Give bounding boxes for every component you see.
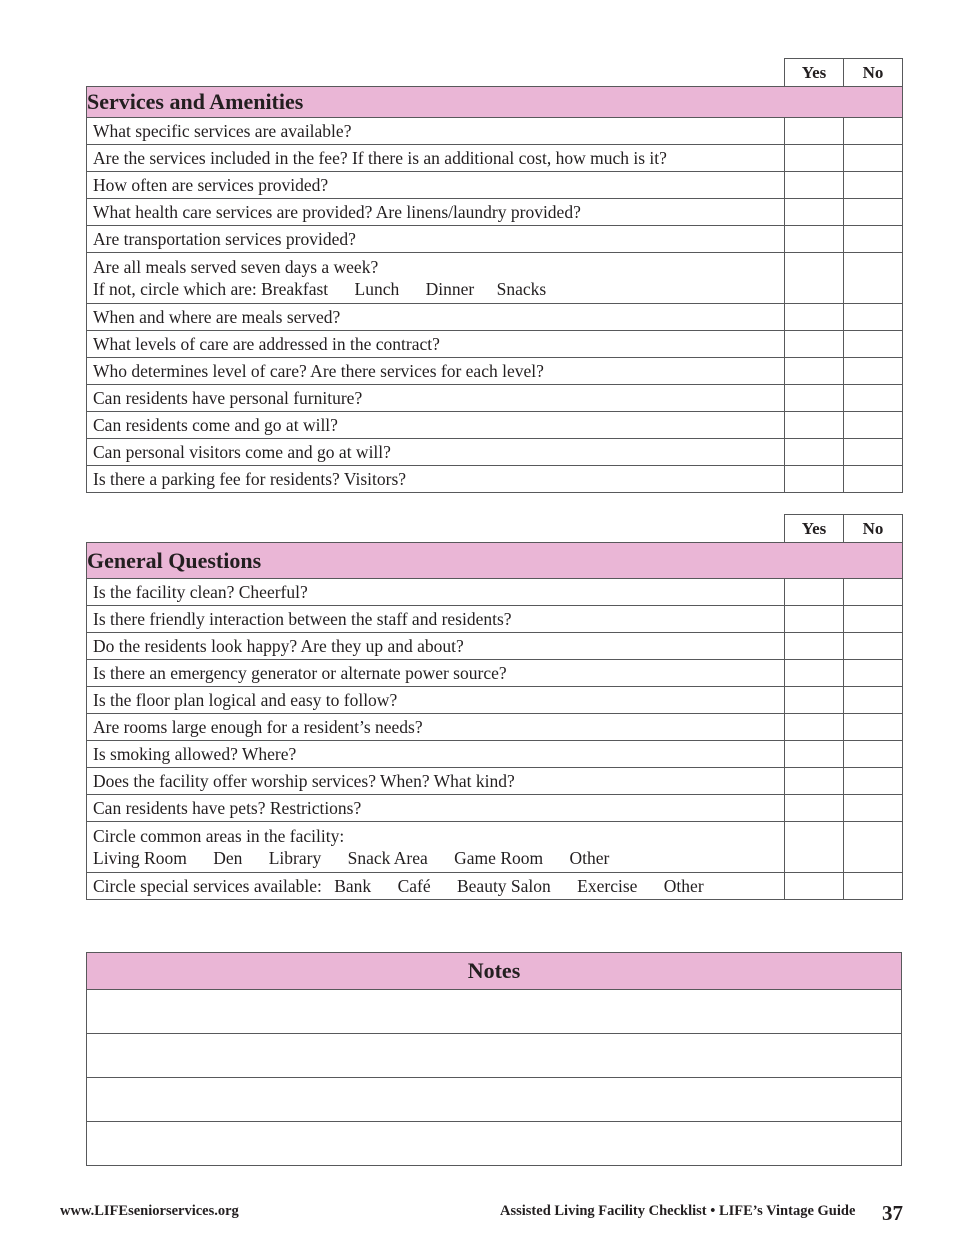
yes-checkbox[interactable] bbox=[785, 466, 844, 493]
question-text: Is there an emergency generator or alternate power source? bbox=[87, 660, 785, 687]
yes-checkbox[interactable] bbox=[785, 579, 844, 606]
table-row bbox=[87, 331, 903, 358]
question-text: Is there a parking fee for residents? Visitors? bbox=[87, 466, 785, 493]
meals-question: Are all meals served seven days a week? If not, circle which are: Breakfast Lunch Dinner Snacks bbox=[87, 253, 785, 304]
yes-checkbox[interactable] bbox=[785, 822, 844, 873]
general-yes-no-header bbox=[87, 515, 903, 543]
meal-option[interactable]: Dinner bbox=[425, 279, 475, 299]
notes-line[interactable] bbox=[86, 1122, 902, 1166]
yes-checkbox[interactable] bbox=[785, 768, 844, 795]
services-table bbox=[86, 58, 903, 493]
service-option[interactable]: Beauty Salon bbox=[456, 876, 551, 896]
table-row bbox=[87, 768, 903, 795]
yes-checkbox[interactable] bbox=[785, 795, 844, 822]
question-text: Can residents come and go at will? bbox=[87, 412, 785, 439]
yes-checkbox[interactable] bbox=[785, 873, 844, 900]
yes-checkbox[interactable] bbox=[785, 439, 844, 466]
table-row bbox=[87, 741, 903, 768]
yes-checkbox[interactable] bbox=[785, 633, 844, 660]
general-title: General Questions bbox=[87, 543, 903, 579]
question-text: What levels of care are addressed in the contract? bbox=[87, 331, 785, 358]
no-checkbox[interactable] bbox=[844, 873, 903, 900]
no-checkbox[interactable] bbox=[844, 304, 903, 331]
no-checkbox[interactable] bbox=[844, 741, 903, 768]
table-row bbox=[87, 253, 903, 304]
question-text: Is smoking allowed? Where? bbox=[87, 741, 785, 768]
common-areas-question: Circle common areas in the facility: Living Room Den Library Snack Area Game Room Other bbox=[87, 822, 785, 873]
area-option[interactable]: Library bbox=[268, 848, 322, 868]
area-option[interactable]: Game Room bbox=[454, 848, 544, 868]
table-row bbox=[87, 633, 903, 660]
table-row bbox=[87, 226, 903, 253]
table-row bbox=[87, 145, 903, 172]
no-checkbox[interactable] bbox=[844, 172, 903, 199]
table-row bbox=[87, 579, 903, 606]
yes-checkbox[interactable] bbox=[785, 687, 844, 714]
no-checkbox[interactable] bbox=[844, 579, 903, 606]
service-option[interactable]: Exercise bbox=[577, 876, 638, 896]
table-row bbox=[87, 439, 903, 466]
table-row bbox=[87, 822, 903, 873]
question-text: Is the facility clean? Cheerful? bbox=[87, 579, 785, 606]
question-text: Are rooms large enough for a resident’s needs? bbox=[87, 714, 785, 741]
yes-column-header: Yes bbox=[785, 59, 844, 87]
no-checkbox[interactable] bbox=[844, 331, 903, 358]
question-text: What specific services are available? bbox=[87, 118, 785, 145]
special-services-question: Circle special services available: Bank Café Beauty Salon Exercise Other bbox=[87, 873, 785, 900]
area-option[interactable]: Snack Area bbox=[347, 848, 428, 868]
meal-option[interactable]: Lunch bbox=[354, 279, 400, 299]
question-text: Is there friendly interaction between the staff and residents? bbox=[87, 606, 785, 633]
yes-checkbox[interactable] bbox=[785, 606, 844, 633]
yes-checkbox[interactable] bbox=[785, 172, 844, 199]
table-row bbox=[87, 199, 903, 226]
service-option[interactable]: Café bbox=[397, 876, 431, 896]
yes-column-header: Yes bbox=[785, 515, 844, 543]
question-text: Does the facility offer worship services? When? What kind? bbox=[87, 768, 785, 795]
table-row bbox=[87, 412, 903, 439]
area-option[interactable]: Living Room bbox=[93, 848, 187, 868]
notes-title: Notes bbox=[86, 952, 902, 990]
table-row bbox=[87, 606, 903, 633]
yes-checkbox[interactable] bbox=[785, 145, 844, 172]
general-table bbox=[86, 514, 903, 900]
question-text: How often are services provided? bbox=[87, 172, 785, 199]
no-checkbox[interactable] bbox=[844, 606, 903, 633]
no-checkbox[interactable] bbox=[844, 687, 903, 714]
no-checkbox[interactable] bbox=[844, 633, 903, 660]
no-checkbox[interactable] bbox=[844, 768, 903, 795]
page-number: 37 bbox=[882, 1201, 903, 1225]
yes-checkbox[interactable] bbox=[785, 385, 844, 412]
question-text: When and where are meals served? bbox=[87, 304, 785, 331]
no-checkbox[interactable] bbox=[844, 412, 903, 439]
yes-checkbox[interactable] bbox=[785, 226, 844, 253]
question-text: Can residents have personal furniture? bbox=[87, 385, 785, 412]
question-text: Can residents have pets? Restrictions? bbox=[87, 795, 785, 822]
question-text: Do the residents look happy? Are they up and about? bbox=[87, 633, 785, 660]
question-text: Are the services included in the fee? If there is an additional cost, how much is it? bbox=[87, 145, 785, 172]
no-checkbox[interactable] bbox=[844, 199, 903, 226]
no-column-header: No bbox=[844, 515, 903, 543]
table-row bbox=[87, 687, 903, 714]
question-text: Can personal visitors come and go at will? bbox=[87, 439, 785, 466]
yes-checkbox[interactable] bbox=[785, 118, 844, 145]
notes-line[interactable] bbox=[86, 1034, 902, 1078]
question-text: Is the floor plan logical and easy to follow? bbox=[87, 687, 785, 714]
area-option[interactable]: Den bbox=[213, 848, 243, 868]
service-option[interactable]: Bank bbox=[334, 876, 372, 896]
footer-guide-title: Assisted Living Facility Checklist • LIFE’s Vintage Guide bbox=[500, 1203, 856, 1219]
question-text: What health care services are provided? Are linens/laundry provided? bbox=[87, 199, 785, 226]
no-checkbox[interactable] bbox=[844, 795, 903, 822]
footer-website: www.LIFEseniorservices.org bbox=[60, 1203, 239, 1219]
no-checkbox[interactable] bbox=[844, 714, 903, 741]
no-checkbox[interactable] bbox=[844, 822, 903, 873]
services-yes-no-header bbox=[87, 59, 903, 87]
table-row bbox=[87, 660, 903, 687]
notes-line[interactable] bbox=[86, 1078, 902, 1122]
table-row bbox=[87, 304, 903, 331]
table-row bbox=[87, 795, 903, 822]
notes-section bbox=[86, 952, 902, 1166]
service-option[interactable]: Other bbox=[663, 876, 704, 896]
no-checkbox[interactable] bbox=[844, 660, 903, 687]
table-row bbox=[87, 358, 903, 385]
yes-checkbox[interactable] bbox=[785, 331, 844, 358]
no-checkbox[interactable] bbox=[844, 385, 903, 412]
yes-checkbox[interactable] bbox=[785, 660, 844, 687]
table-row bbox=[87, 172, 903, 199]
question-text: Who determines level of care? Are there services for each level? bbox=[87, 358, 785, 385]
table-row bbox=[87, 873, 903, 900]
yes-checkbox[interactable] bbox=[785, 714, 844, 741]
table-row bbox=[87, 466, 903, 493]
question-text: Are transportation services provided? bbox=[87, 226, 785, 253]
notes-line[interactable] bbox=[86, 990, 902, 1034]
table-row bbox=[87, 118, 903, 145]
table-row bbox=[87, 714, 903, 741]
general-section bbox=[86, 514, 902, 900]
yes-checkbox[interactable] bbox=[785, 358, 844, 385]
meals-prefix: If not, circle which are: Breakfast bbox=[93, 279, 329, 299]
yes-checkbox[interactable] bbox=[785, 304, 844, 331]
no-checkbox[interactable] bbox=[844, 439, 903, 466]
no-checkbox[interactable] bbox=[844, 145, 903, 172]
yes-checkbox[interactable] bbox=[785, 199, 844, 226]
no-checkbox[interactable] bbox=[844, 226, 903, 253]
table-row bbox=[87, 385, 903, 412]
no-checkbox[interactable] bbox=[844, 118, 903, 145]
no-checkbox[interactable] bbox=[844, 466, 903, 493]
yes-checkbox[interactable] bbox=[785, 741, 844, 768]
no-checkbox[interactable] bbox=[844, 253, 903, 304]
meal-option[interactable]: Snacks bbox=[496, 279, 547, 299]
yes-checkbox[interactable] bbox=[785, 253, 844, 304]
services-section bbox=[86, 58, 902, 493]
services-title: Services and Amenities bbox=[87, 87, 903, 118]
area-option[interactable]: Other bbox=[569, 848, 610, 868]
no-checkbox[interactable] bbox=[844, 358, 903, 385]
no-column-header: No bbox=[844, 59, 903, 87]
yes-checkbox[interactable] bbox=[785, 412, 844, 439]
